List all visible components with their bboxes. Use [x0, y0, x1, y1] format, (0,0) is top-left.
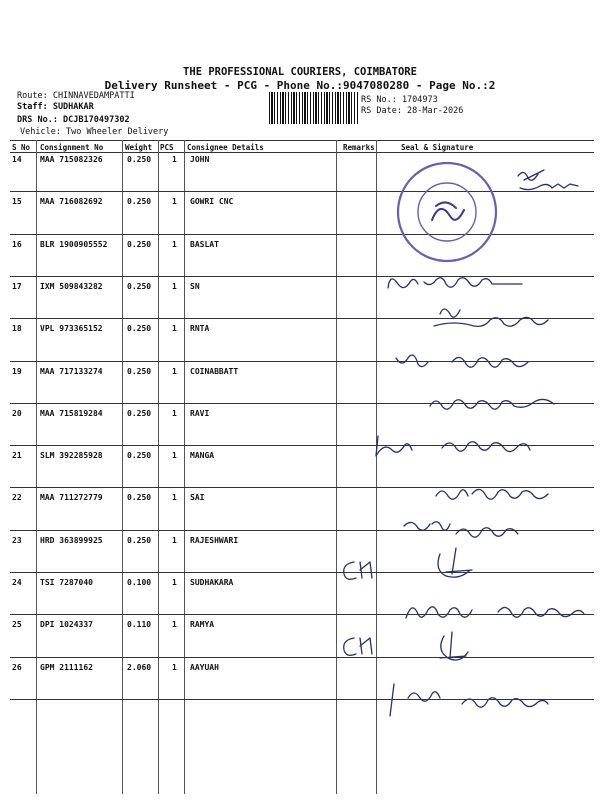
col-header-remarks: Remarks	[343, 143, 375, 152]
rs-number: RS No.: 1704973	[361, 95, 438, 105]
row-sno: 24	[12, 578, 22, 587]
row-sno: 23	[12, 535, 22, 545]
row-consignment-no: DPI 1024337	[40, 620, 93, 630]
signature-row-21	[432, 480, 562, 510]
signature-row-14	[514, 166, 594, 196]
col-header-weight: Weight	[125, 143, 153, 152]
row-consignee: GOWRI CNC	[190, 197, 234, 207]
row-pcs: 1	[172, 493, 177, 503]
row-pcs: 1	[172, 366, 177, 376]
col-divider	[158, 140, 159, 794]
row-consignee: BASLAT	[190, 239, 219, 249]
row-sno: 25	[12, 620, 22, 630]
row-sno: 14	[12, 155, 22, 164]
signature-row-22	[396, 514, 556, 584]
row-weight: 0.100	[127, 578, 152, 587]
col-header-pcs: PCS	[160, 143, 174, 152]
signature-row-26	[378, 682, 568, 722]
row-weight: 0.250	[127, 281, 152, 291]
row-pcs: 1	[172, 239, 177, 249]
row-consignee: RNTA	[190, 324, 210, 334]
col-header-consignment: Consignment No	[40, 143, 104, 152]
col-divider	[36, 140, 37, 794]
row-consignment-no: SLM 392285928	[40, 451, 103, 461]
row-weight: 0.250	[127, 408, 152, 418]
signature-row-24	[402, 594, 592, 634]
row-consignee: COINABBATT	[190, 366, 239, 376]
row-consignment-no: MAA 716082692	[40, 197, 103, 207]
row-weight: 0.250	[127, 493, 152, 503]
row-consignee: RAMYA	[190, 620, 215, 630]
staff-label: Staff: SUDHAKAR	[17, 102, 94, 112]
row-sno: 19	[12, 366, 22, 376]
row-weight: 0.250	[127, 366, 152, 376]
row-consignment-no: BLR 1900905552	[40, 239, 108, 249]
table-top-rule	[10, 140, 594, 141]
row-consignment-no: IXM 509843282	[40, 281, 103, 291]
row-consignment-no: VPL 973365152	[40, 324, 103, 334]
row-consignment-no: GPM 2111162	[40, 662, 93, 672]
row-pcs: 1	[172, 155, 177, 164]
signature-row-17	[430, 300, 560, 335]
row-pcs: 1	[172, 662, 177, 672]
row-consignee: RAJESHWARI	[190, 535, 239, 545]
row-pcs: 1	[172, 535, 177, 545]
remark-cn-row-25	[338, 632, 378, 662]
row-consignee: MANGA	[190, 451, 215, 461]
row-weight: 0.110	[127, 620, 152, 630]
col-header-sno: S No	[12, 143, 31, 152]
row-consignee: RAVI	[190, 408, 210, 418]
barcode	[269, 92, 359, 124]
row-consignment-no: MAA 717133274	[40, 366, 103, 376]
row-pcs: 1	[172, 620, 177, 630]
row-pcs: 1	[172, 281, 177, 291]
row-weight: 0.250	[127, 535, 152, 545]
row-consignment-no: MAA 715819284	[40, 408, 103, 418]
signature-row-16	[384, 268, 554, 298]
signature-row-18	[392, 348, 562, 378]
row-consignment-no: TSI 7287040	[40, 578, 93, 587]
col-header-seal-signature: Seal & Signature	[401, 143, 474, 152]
drs-number: DRS No.: DCJB170497302	[17, 115, 130, 125]
row-sno: 22	[12, 493, 22, 503]
col-divider	[336, 140, 337, 794]
row-weight: 0.250	[127, 451, 152, 461]
row-pcs: 1	[172, 408, 177, 418]
row-sno: 21	[12, 451, 22, 461]
col-header-consignee: Consignee Details	[187, 143, 264, 152]
row-consignee: JOHN	[190, 155, 210, 164]
row-divider	[10, 191, 594, 192]
row-consignment-no: MAA 711272779	[40, 493, 103, 503]
row-pcs: 1	[172, 451, 177, 461]
row-consignee: SN	[190, 281, 200, 291]
row-consignment-no: MAA 715082326	[40, 155, 103, 164]
row-sno: 20	[12, 408, 22, 418]
col-divider	[376, 140, 377, 794]
row-divider	[10, 657, 594, 658]
row-sno: 15	[12, 197, 22, 207]
row-pcs: 1	[172, 578, 177, 587]
row-weight: 2.060	[127, 662, 152, 672]
row-sno: 16	[12, 239, 22, 249]
row-consignee: AAYUAH	[190, 662, 219, 672]
row-sno: 18	[12, 324, 22, 334]
row-consignment-no: HRD 363899925	[40, 535, 103, 545]
rs-date: RS Date: 28-Mar-2026	[361, 106, 464, 116]
row-consignee: SAI	[190, 493, 205, 503]
table-header-rule	[10, 152, 594, 153]
runsheet-title: Delivery Runsheet - PCG - Phone No.:9047080280 - Page No.:2	[104, 79, 496, 92]
row-pcs: 1	[172, 324, 177, 334]
row-consignee: SUDHAKARA	[190, 578, 234, 587]
col-divider	[184, 140, 185, 794]
row-weight: 0.250	[127, 324, 152, 334]
company-title: THE PROFESSIONAL COURIERS, COIMBATORE	[183, 66, 417, 78]
vehicle-label: Vehicle: Two Wheeler Delivery	[20, 127, 169, 137]
signature-row-25	[428, 630, 478, 670]
signature-row-19	[426, 392, 586, 422]
row-weight: 0.250	[127, 197, 152, 207]
company-seal-stamp	[392, 160, 502, 270]
row-weight: 0.250	[127, 155, 152, 164]
remark-cn-row-23	[338, 556, 378, 586]
signature-row-20	[372, 432, 552, 462]
row-sno: 17	[12, 281, 22, 291]
row-pcs: 1	[172, 197, 177, 207]
row-weight: 0.250	[127, 239, 152, 249]
row-divider	[10, 234, 594, 235]
col-divider	[122, 140, 123, 794]
row-sno: 26	[12, 662, 22, 672]
route-label: Route: CHINNAVEDAMPATTI	[17, 91, 135, 101]
